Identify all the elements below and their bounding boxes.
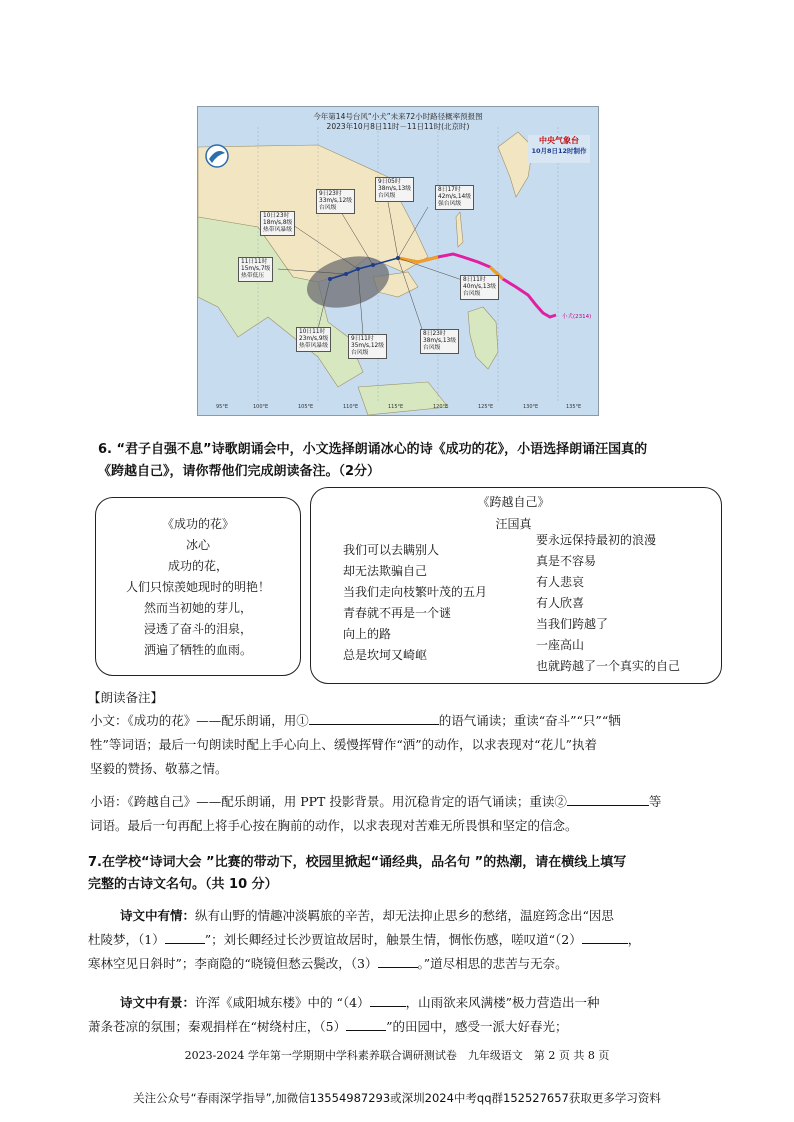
- text-span: ，山雨欲来风满楼”极力营造出一种: [405, 995, 600, 1010]
- page-footer: 2023-2024 学年第一学期期中学科素养联合调研测试卷 九年级语文 第 2 页 共 8 页: [184, 1049, 610, 1062]
- para-label: 诗文中有景：: [120, 995, 196, 1010]
- poem-author: 汪国真: [495, 517, 532, 531]
- map-subtitle: 2023年10月8日11时－11日11时(北京时): [326, 122, 470, 131]
- answer-blank-2[interactable]: [567, 791, 649, 806]
- text-span: 小文：《成功的花》——配乐朗诵，用①: [90, 713, 309, 728]
- text-span: ，: [627, 932, 641, 947]
- track-info-box: 8日11时 40m/s,13级 台风级: [460, 275, 499, 300]
- answer-blank-q7-3[interactable]: [378, 953, 418, 968]
- notes-xiaowen-line1: [90, 709, 621, 733]
- poem-line: 然而当初她的芽儿，: [143, 601, 252, 615]
- notes-heading: 【朗读备注】: [88, 690, 164, 705]
- question-7-line1: 7.在学校“诗词大会 ”比赛的带动下，校园里掀起“诵经典，品名句 ”的热潮，请在横线上填写: [88, 855, 627, 870]
- answer-blank-q7-2[interactable]: [582, 929, 628, 944]
- poem-line: 青春就不再是一个谜: [343, 606, 452, 620]
- poem-line: 当我们走向枝繁叶茂的五月: [343, 585, 488, 599]
- typhoon-track-map: [197, 106, 599, 416]
- text-span: 寒林空见日斜时”；李商隐的“晓镜但愁云鬓改，（3）: [88, 956, 378, 971]
- lon-tick: 100°E: [253, 404, 269, 410]
- poem-line: 总是坎坷又崎岖: [343, 648, 428, 662]
- notes-xiaoyu-line1: [90, 790, 661, 814]
- lon-tick: 105°E: [298, 404, 314, 410]
- track-info-box: 8日23时 38m/s,13级 台风级: [420, 329, 459, 354]
- track-info-box: 10日23时 18m/s,8级 热带风暴级: [260, 211, 295, 236]
- typhoon-name-label: 小犬(2314): [562, 314, 592, 320]
- poem-line: 当我们跨越了: [536, 617, 609, 631]
- poem-line: 要永远保持最初的浪漫: [536, 533, 657, 547]
- poem-line: 浸透了奋斗的泪泉，: [143, 622, 252, 636]
- answer-blank-q7-4[interactable]: [370, 992, 406, 1007]
- lon-tick: 125°E: [478, 404, 494, 410]
- text-span: 等: [648, 794, 662, 809]
- track-info-box: 8日17时 42m/s,14级 强台风级: [435, 185, 474, 210]
- map-title: 今年第14号台风“小犬”未来72小时路径概率预报图: [313, 112, 483, 121]
- notes-xiaoyu-line2: 词语。最后一句再配上将手心按在胸前的动作，以求表现对苦难无所畏惧和坚定的信念。: [90, 818, 578, 833]
- poem-line: 也就跨越了一个真实的自己: [536, 659, 681, 673]
- poem-box-surpass-self: [310, 487, 722, 684]
- answer-blank-q7-5[interactable]: [346, 1016, 386, 1031]
- notes-xiaowen-line2: 牲”等词语；最后一句朗读时配上手心向上、缓慢挥臂作“洒”的动作，以求表现对“花儿”执着: [90, 737, 597, 752]
- text-span: 。”道尽相思的悲苦与无奈。: [417, 956, 568, 971]
- answer-blank-1[interactable]: [309, 710, 439, 725]
- text-span: 的语气诵读；重读“奋斗”“只”“牺: [438, 713, 621, 728]
- poem-title: 《跨越自己》: [477, 495, 550, 509]
- poem-line: 一座高山: [536, 638, 585, 652]
- lon-tick: 110°E: [343, 404, 359, 410]
- issued-time: 10月8日12时制作: [531, 147, 587, 155]
- poem-line: 我们可以去瞒别人: [343, 543, 440, 557]
- q7-para1-line3: [88, 952, 568, 976]
- poem-line: 洒遍了牺牲的血雨。: [143, 643, 252, 657]
- text-span: ”；刘长卿经过长沙贾谊故居时，触景生情，惆怅伤感，嗟叹道“（2）: [204, 932, 582, 947]
- poem-line: 有人悲哀: [536, 575, 585, 589]
- poem-line: 真是不容易: [536, 554, 597, 568]
- poem-author: 冰心: [185, 538, 210, 552]
- poem-right-column: [536, 530, 680, 677]
- poem-box-success-flower: [95, 497, 301, 676]
- poem-left-column: [343, 540, 487, 666]
- text-span: 萧条苍凉的氛围；秦观捐样在“树绕村庄，（5）: [88, 1019, 347, 1034]
- question-7-line2: 完整的古诗文名句。（共 10 分）: [88, 877, 278, 892]
- track-info-box: 11日11时 15m/s,7级 热带低压: [238, 257, 273, 282]
- answer-blank-q7-1[interactable]: [165, 929, 205, 944]
- text-span: ”的田园中，感受一派大好春光；: [386, 1019, 568, 1034]
- track-info-box: 9日05时 38m/s,13级 台风级: [375, 177, 414, 202]
- poem-line: 却无法欺骗自己: [343, 564, 428, 578]
- text-span: 纵有山野的情趣冲淡羁旅的辛苦，却无法抑止思乡的愁绪，温庭筠念出“因思: [195, 908, 614, 923]
- poem-line: 成功的花，: [167, 559, 228, 573]
- lon-tick: 130°E: [523, 404, 539, 410]
- text-span: 许浑《咸阳城东楼》中的 “（4）: [195, 995, 370, 1010]
- q7-para2-line1: [120, 991, 600, 1015]
- lon-tick: 95°E: [216, 404, 229, 410]
- q7-para1-line1: [120, 904, 614, 928]
- track-info-box: 9日11时 35m/s,12级 台风级: [348, 334, 387, 359]
- poem-line: 有人欣喜: [536, 596, 585, 610]
- poem-line: 向上的路: [343, 627, 392, 641]
- lon-tick: 115°E: [388, 404, 404, 410]
- poem-title: 《成功的花》: [161, 517, 234, 531]
- poem-line: 人们只惊羡她现时的明艳！: [125, 580, 270, 594]
- text-span: 小语：《跨越自己》——配乐朗诵，用 PPT 投影背景。用沉稳肯定的语气诵读；重读②: [90, 794, 567, 809]
- agency-box: [528, 135, 590, 163]
- text-span: 杜陵梦，（1）: [88, 932, 165, 947]
- track-info-box: 9日23时 33m/s,12级 台风级: [316, 189, 355, 214]
- agency-name: 中央气象台: [539, 136, 579, 145]
- lon-tick: 120°E: [433, 404, 449, 410]
- para-label: 诗文中有情：: [120, 908, 196, 923]
- notes-xiaowen-line3: 坚毅的赞扬、敬慕之情。: [90, 761, 228, 776]
- q7-para2-line2: [88, 1015, 568, 1039]
- promo-note: 关注公众号“春雨深学指导”,加微信13554987293或深圳2024中考qq群152527657获取更多学习资料: [133, 1091, 661, 1105]
- lon-tick: 135°E: [566, 404, 582, 410]
- q7-para1-line2: [88, 928, 640, 952]
- track-info-box: 10日11时 23m/s,9级 热带风暴级: [296, 327, 331, 352]
- question-6-line2: 《跨越自己》，请你帮他们完成朗读备注。（2分）: [98, 464, 381, 479]
- question-6-line1: 6. “君子自强不息”诗歌朗诵会中，小文选择朗诵冰心的诗《成功的花》，小语选择朗诵汪国真的: [98, 442, 648, 457]
